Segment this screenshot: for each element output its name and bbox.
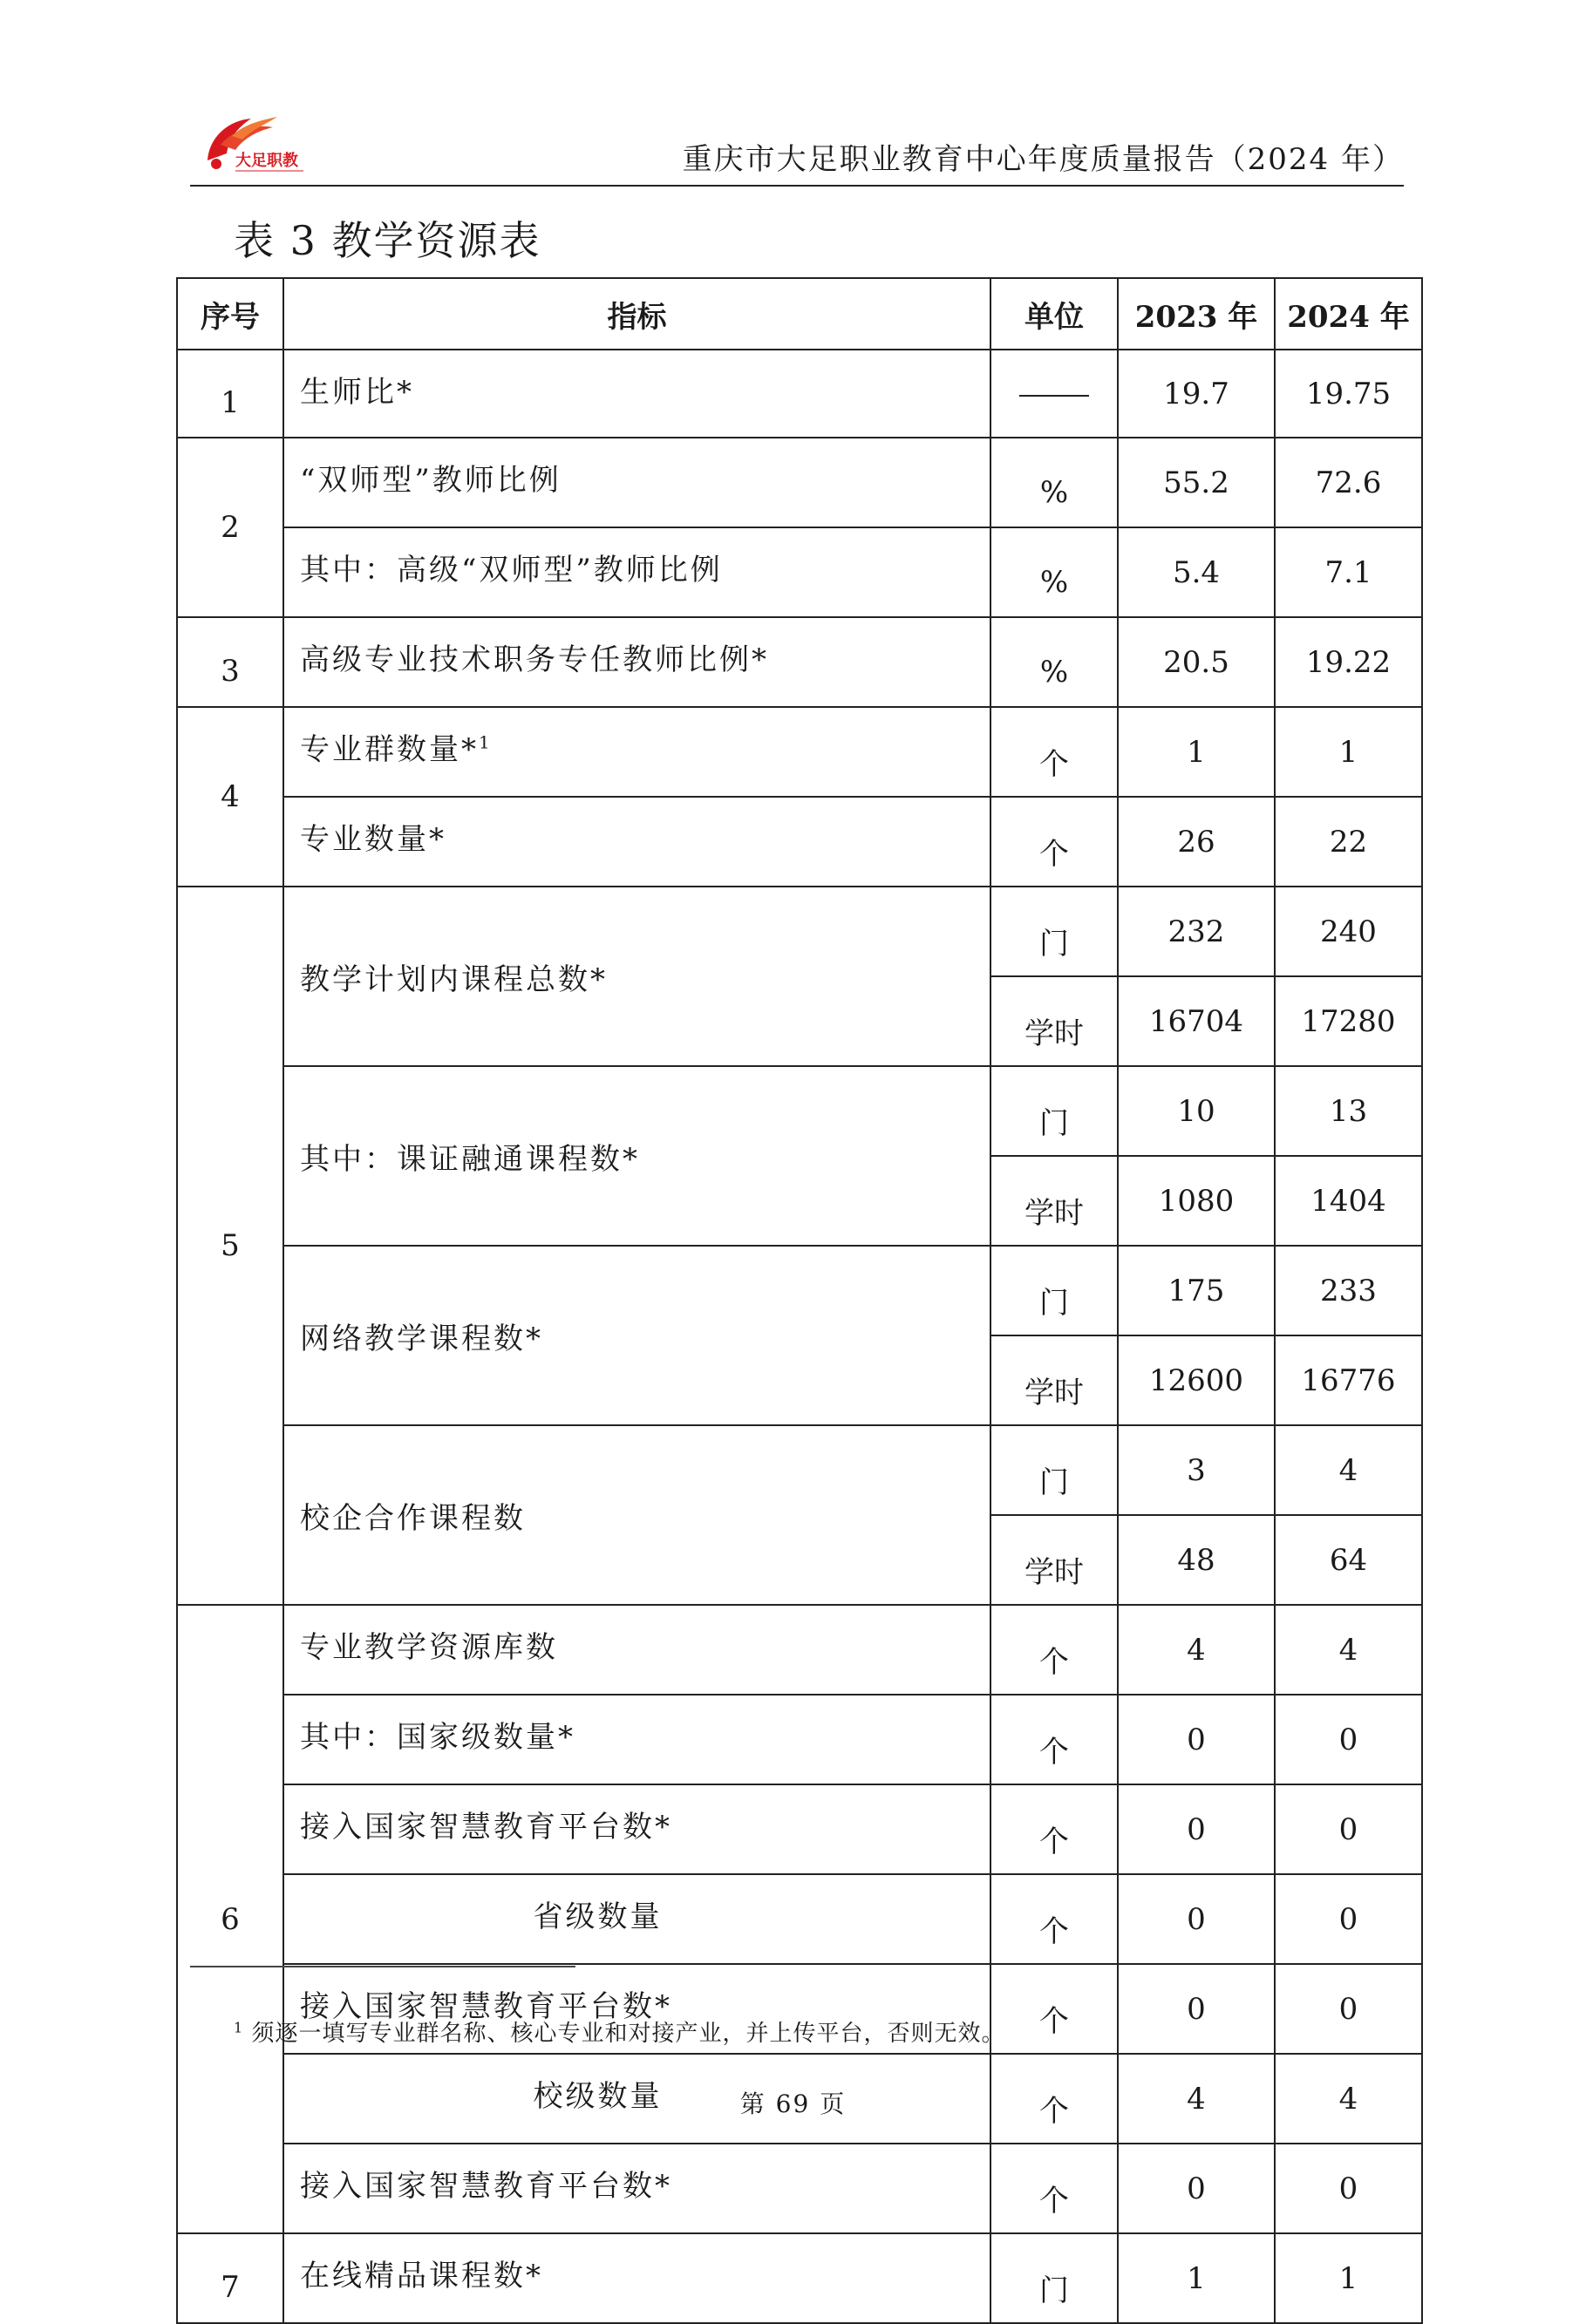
value-2023: 19.7	[1118, 350, 1275, 438]
row-number: 6	[177, 1605, 283, 2233]
unit-cell: %	[990, 617, 1118, 707]
footnote-ref: 1	[479, 731, 493, 753]
page-header	[190, 110, 1404, 187]
value-2023: 0	[1118, 1695, 1275, 1784]
unit-cell: %	[990, 527, 1118, 617]
school-logo	[190, 110, 321, 180]
indicator-cell: 接入国家智慧教育平台数*	[283, 1784, 990, 1874]
table-row	[177, 1605, 1422, 1695]
value-2023: 3	[1118, 1425, 1275, 1515]
value-2023: 0	[1118, 1964, 1275, 2054]
table-row	[177, 1784, 1422, 1874]
value-2023: 4	[1118, 2054, 1275, 2144]
row-number: 5	[177, 887, 283, 1605]
indicator-cell: 网络教学课程数*	[283, 1246, 990, 1425]
col-header-indicator: 指标	[283, 278, 990, 350]
table-row	[177, 2233, 1422, 2323]
value-2024: 1	[1275, 2233, 1422, 2323]
table-title: 表 3 教学资源表	[234, 217, 541, 264]
indicator-cell: 校级数量	[283, 2054, 990, 2144]
unit-cell: 门	[990, 1066, 1118, 1156]
logo-text: 大足职教	[235, 152, 298, 169]
value-2024: 0	[1275, 1695, 1422, 1784]
indicator-cell: 接入国家智慧教育平台数*	[283, 1964, 990, 2054]
indicator-cell: “双师型”教师比例	[283, 438, 990, 527]
table-row	[177, 527, 1422, 617]
indicator-cell: 专业教学资源库数	[283, 1605, 990, 1695]
table-row	[177, 707, 1422, 797]
unit-cell: 门	[990, 2233, 1118, 2323]
footnote-divider	[190, 1966, 575, 1967]
value-2024: 0	[1275, 1964, 1422, 2054]
indicator-cell: 省级数量	[283, 1874, 990, 1964]
indicator-cell: 其中：课证融通课程数*	[283, 1066, 990, 1246]
value-2024: 13	[1275, 1066, 1422, 1156]
value-2024: 16776	[1275, 1335, 1422, 1425]
table-row	[177, 797, 1422, 887]
value-2023: 0	[1118, 1784, 1275, 1874]
dash-placeholder	[1019, 395, 1089, 397]
col-header-unit: 单位	[990, 278, 1118, 350]
value-2024: 7.1	[1275, 527, 1422, 617]
value-2023: 232	[1118, 887, 1275, 976]
unit-cell: 门	[990, 1246, 1118, 1335]
table-row	[177, 1425, 1422, 1515]
col-header-2024: 2024 年	[1275, 278, 1422, 350]
col-header-2023: 2023 年	[1118, 278, 1275, 350]
row-number: 4	[177, 707, 283, 887]
value-2023: 48	[1118, 1515, 1275, 1605]
footnote	[234, 2015, 1004, 2048]
footnote-marker: 1	[234, 2019, 244, 2036]
unit-cell: %	[990, 438, 1118, 527]
value-2024: 1404	[1275, 1156, 1422, 1246]
value-2023: 5.4	[1118, 527, 1275, 617]
value-2023: 26	[1118, 797, 1275, 887]
value-2024: 0	[1275, 1784, 1422, 1874]
table-row	[177, 1066, 1422, 1156]
unit-cell: 个	[990, 1964, 1118, 2054]
value-2024: 233	[1275, 1246, 1422, 1335]
value-2024: 4	[1275, 2054, 1422, 2144]
value-2024: 22	[1275, 797, 1422, 887]
value-2023: 0	[1118, 2144, 1275, 2233]
unit-cell: 个	[990, 1695, 1118, 1784]
indicator-cell: 校企合作课程数	[283, 1425, 990, 1605]
unit-cell: 学时	[990, 1515, 1118, 1605]
unit-cell: 门	[990, 1425, 1118, 1515]
indicator-cell: 高级专业技术职务专任教师比例*	[283, 617, 990, 707]
value-2024: 64	[1275, 1515, 1422, 1605]
value-2024: 0	[1275, 2144, 1422, 2233]
value-2023: 4	[1118, 1605, 1275, 1695]
table-row	[177, 887, 1422, 976]
value-2023: 1	[1118, 2233, 1275, 2323]
unit-cell: 个	[990, 2054, 1118, 2144]
value-2024: 240	[1275, 887, 1422, 976]
indicator-cell: 其中：国家级数量*	[283, 1695, 990, 1784]
value-2023: 175	[1118, 1246, 1275, 1335]
unit-cell: 学时	[990, 1156, 1118, 1246]
table-row	[177, 1874, 1422, 1964]
row-number: 2	[177, 438, 283, 617]
value-2024: 17280	[1275, 976, 1422, 1066]
unit-cell: 个	[990, 1605, 1118, 1695]
value-2023: 10	[1118, 1066, 1275, 1156]
unit-cell: 学时	[990, 976, 1118, 1066]
value-2024: 1	[1275, 707, 1422, 797]
value-2023: 16704	[1118, 976, 1275, 1066]
row-number: 7	[177, 2233, 283, 2323]
col-header-no: 序号	[177, 278, 283, 350]
value-2024: 4	[1275, 1605, 1422, 1695]
table-row	[177, 438, 1422, 527]
table-row	[177, 617, 1422, 707]
table-row	[177, 2144, 1422, 2233]
row-number: 3	[177, 617, 283, 707]
value-2024: 0	[1275, 1874, 1422, 1964]
table-row	[177, 350, 1422, 438]
value-2024: 4	[1275, 1425, 1422, 1515]
indicator-cell: 其中：高级“双师型”教师比例	[283, 527, 990, 617]
unit-cell	[990, 350, 1118, 438]
unit-cell: 个	[990, 707, 1118, 797]
table-row	[177, 1695, 1422, 1784]
value-2024: 72.6	[1275, 438, 1422, 527]
value-2023: 1	[1118, 707, 1275, 797]
value-2023: 1080	[1118, 1156, 1275, 1246]
footnote-text: 须逐一填写专业群名称、核心专业和对接产业，并上传平台，否则无效。	[251, 2021, 1005, 2047]
value-2024: 19.75	[1275, 350, 1422, 438]
report-title: 重庆市大足职业教育中心年度质量报告（2024 年）	[682, 142, 1404, 177]
indicator-cell: 生师比*	[283, 350, 990, 438]
value-2024: 19.22	[1275, 617, 1422, 707]
indicator-text: 专业群数量*	[300, 732, 479, 767]
value-2023: 20.5	[1118, 617, 1275, 707]
value-2023: 55.2	[1118, 438, 1275, 527]
unit-cell: 学时	[990, 1335, 1118, 1425]
unit-cell: 门	[990, 887, 1118, 976]
unit-cell: 个	[990, 1784, 1118, 1874]
table-header-row	[177, 278, 1422, 350]
indicator-cell: 专业数量*	[283, 797, 990, 887]
unit-cell: 个	[990, 2144, 1118, 2233]
row-number: 1	[177, 350, 283, 438]
indicator-cell: 接入国家智慧教育平台数*	[283, 2144, 990, 2233]
unit-cell: 个	[990, 1874, 1118, 1964]
value-2023: 12600	[1118, 1335, 1275, 1425]
indicator-cell: 在线精品课程数*	[283, 2233, 990, 2323]
table-row	[177, 1246, 1422, 1335]
indicator-cell	[283, 707, 990, 797]
page-number: 第 69 页	[739, 2090, 847, 2118]
indicator-cell: 教学计划内课程总数*	[283, 887, 990, 1066]
value-2023: 0	[1118, 1874, 1275, 1964]
unit-cell: 个	[990, 797, 1118, 887]
